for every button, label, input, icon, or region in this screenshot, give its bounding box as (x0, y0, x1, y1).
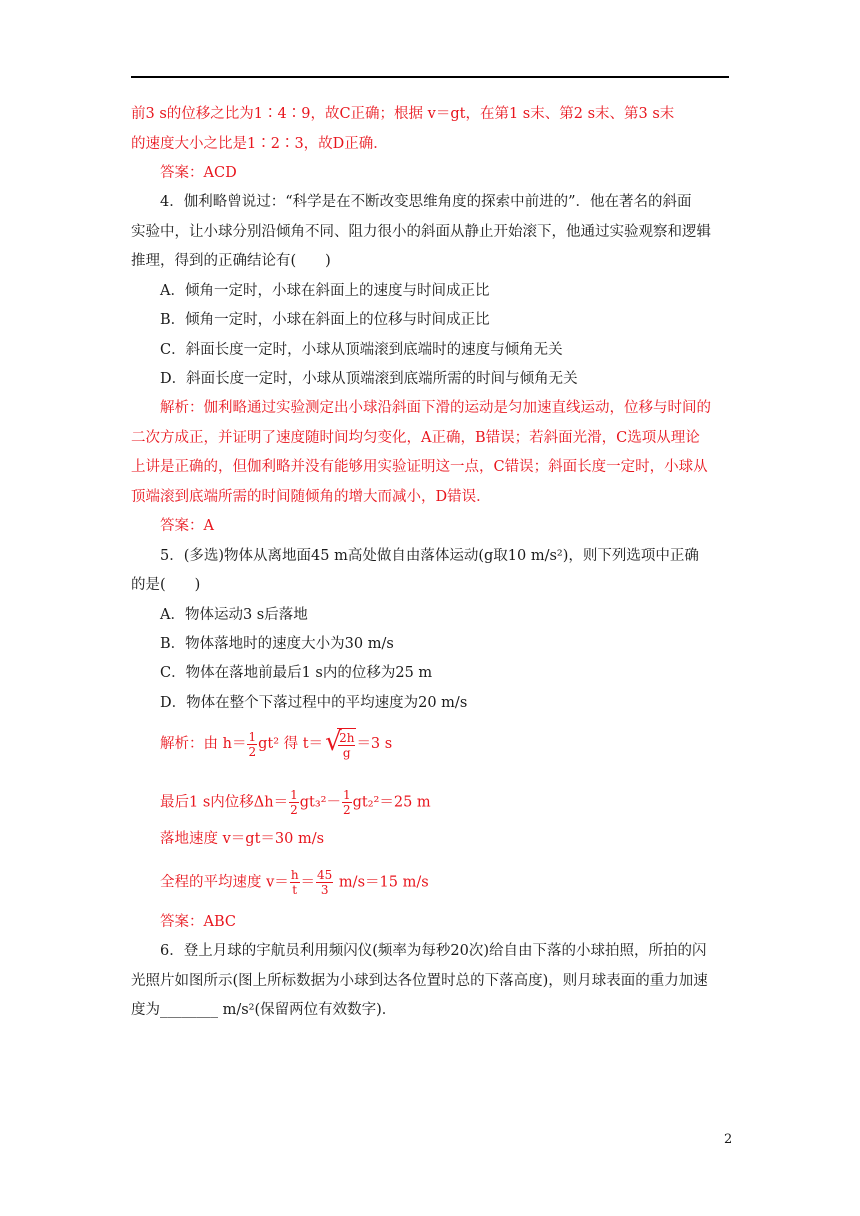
equation-2: 最后1 s内位移Δh＝ $\frac{1}{2}$ gt₃²－ $\frac{1}{2}$ gt₂²＝25 m (160, 788, 431, 817)
equation-4: 全程的平均速度 v＝ $\frac{h}{t}$ ＝ $\frac{45}{3}$ m/s＝15 m/s (160, 868, 429, 897)
answer-line: 答案：ABC (160, 914, 236, 930)
option-d: D．物体在整个下落过程中的平均速度为20 m/s (160, 695, 468, 711)
text-line: 的速度大小之比是1∶2∶3，故D正确． (131, 136, 388, 152)
analysis-line: 顶端滚到底端所需的时间随倾角的增大而减小，D错误． (131, 489, 491, 505)
page-number: 2 (724, 1132, 733, 1147)
text-line: 推理，得到的正确结论有( ) (131, 253, 331, 269)
equation-1: 解析：由 h＝ $\frac{1}{2}$ gt² 得 t＝ √ $\frac{2h}{g}$ ＝3 s (160, 727, 393, 760)
analysis-line: 解析：伽利略通过实验测定出小球沿斜面下滑的运动是匀加速直线运动，位移与时间的 (160, 400, 711, 416)
answer-line: 答案：ACD (160, 165, 237, 181)
question-4-stem: 4．伽利略曾说过：“科学是在不断改变思维角度的探索中前进的”．他在著名的斜面 (160, 194, 692, 210)
text-line: 实验中，让小球分别沿倾角不同、阻力很小的斜面从静止开始滚下，他通过实验观察和逻辑 (131, 224, 711, 240)
equation-3: 落地速度 v＝gt＝30 m/s (160, 831, 325, 847)
header-rule (131, 76, 729, 78)
analysis-line: 上讲是正确的，但伽利略并没有能够用实验证明这一点，C错误；斜面长度一定时，小球从 (131, 459, 708, 475)
option-b: B．物体落地时的速度大小为30 m/s (160, 636, 394, 652)
option-b: B．倾角一定时，小球在斜面上的位移与时间成正比 (160, 312, 490, 328)
question-5-stem: 5．(多选)物体从离地面45 m高处做自由落体运动(g取10 m/s²)，则下列选项中正确 (160, 548, 699, 564)
option-c: C．物体在落地前最后1 s内的位移为25 m (160, 665, 433, 681)
option-a: A．物体运动3 s后落地 (160, 607, 308, 623)
option-a: A．倾角一定时，小球在斜面上的速度与时间成正比 (160, 283, 490, 299)
analysis-line: 二次方成正，并证明了速度随时间均匀变化，A正确，B错误；若斜面光滑，C选项从理论 (131, 430, 700, 446)
text-line: 光照片如图所示(图上所标数据为小球到达各位置时总的下落高度)，则月球表面的重力加速 (131, 973, 708, 989)
text-line: 前3 s的位移之比为1∶4∶9，故C正确；根据 v＝gt，在第1 s末、第2 s末、第3 s末 (131, 106, 675, 122)
option-c: C．斜面长度一定时，小球从顶端滚到底端时的速度与倾角无关 (160, 342, 563, 358)
text-line: 的是( ) (131, 577, 201, 593)
question-6-stem: 6．登上月球的宇航员利用频闪仪(频率为每秒20次)给自由下落的小球拍照，所拍的闪 (160, 943, 707, 959)
option-d: D．斜面长度一定时，小球从顶端滚到底端所需的时间与倾角无关 (160, 371, 578, 387)
answer-line: 答案：A (160, 518, 214, 534)
text-line: 度为________ m/s²(保留两位有效数字)． (131, 1002, 397, 1018)
